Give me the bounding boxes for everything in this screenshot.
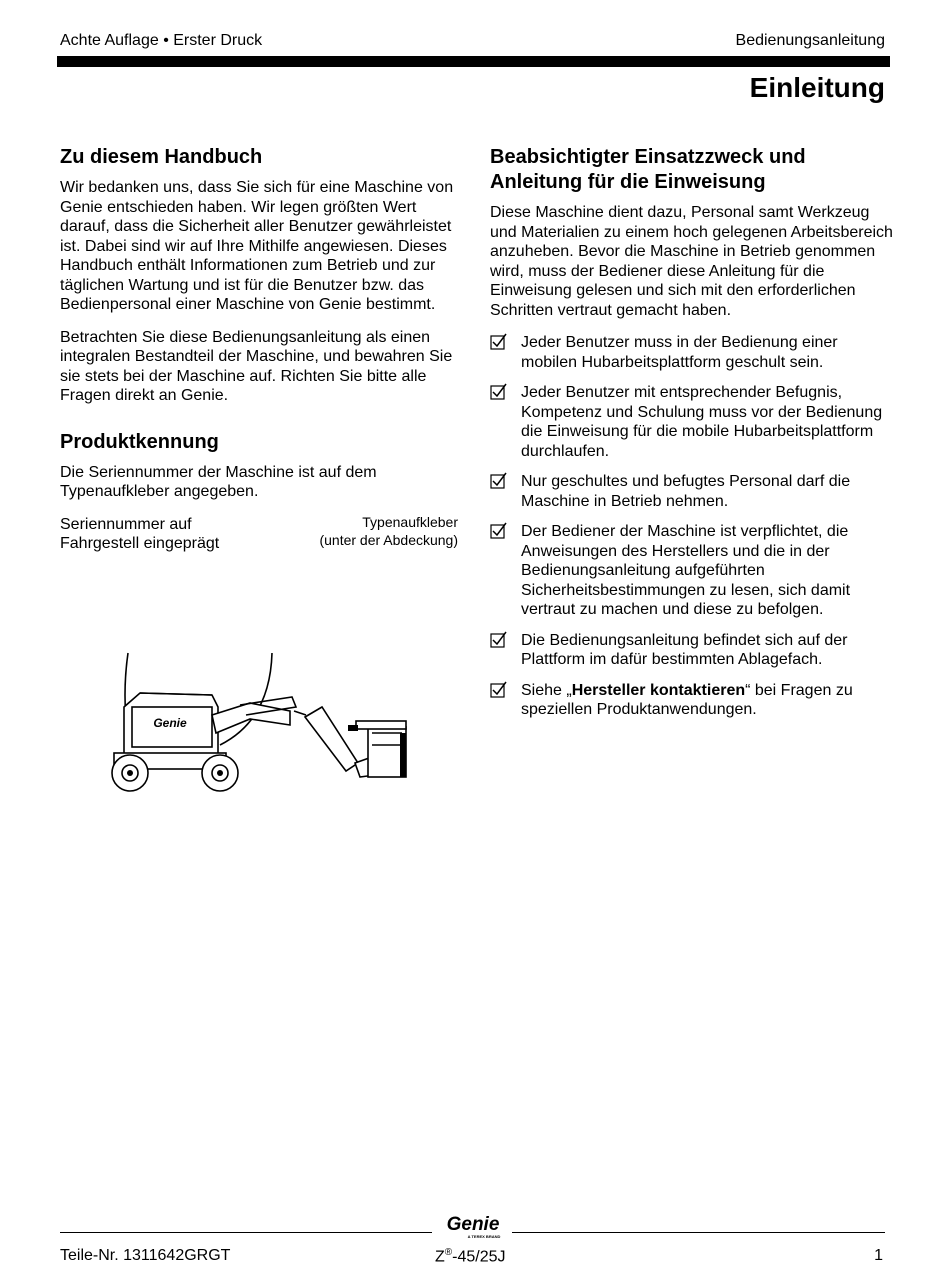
figure-labels [60, 515, 460, 573]
header-manual-type: Bedienungsanleitung [735, 32, 885, 49]
product-id-paragraph: Die Seriennummer der Maschine ist auf dem Typenaufkleber angegeben. [60, 463, 377, 500]
footer-model: Z®-45/25J [435, 1247, 506, 1266]
type-label-callout [319, 513, 458, 549]
right-column [490, 145, 895, 731]
checkbox-checked-icon [490, 333, 507, 350]
checklist-item-text: Der Bediener der Maschine ist verpflichtet, die Anweisungen des Herstellers und die in der Bedienungsanleitung aufgeführten Sicherheitsbestimmungen zu lesen, sich damit vertraut zu machen und diese zu befolgen. [521, 523, 851, 618]
about-heading: Zu diesem Handbuch [60, 146, 263, 168]
checklist-item [490, 472, 895, 511]
genie-logo-subtext: A TEREX BRAND [467, 1234, 501, 1239]
footer-rule-right [512, 1232, 885, 1233]
checkbox-checked-icon [490, 631, 507, 648]
checkbox-checked-icon [490, 681, 507, 698]
header-divider-bar [57, 56, 890, 67]
section-title: Einleitung [749, 72, 885, 103]
checklist-item [490, 333, 895, 372]
checklist-item-text: Nur geschultes und befugtes Personal darf die Maschine in Betrieb nehmen. [521, 473, 851, 510]
genie-logo-text: Genie [446, 1214, 500, 1235]
contact-manufacturer-reference: Hersteller kontaktieren [571, 681, 746, 699]
checkbox-checked-icon [490, 472, 507, 489]
left-column [60, 145, 460, 573]
type-label-callout-line [220, 653, 272, 745]
checklist-item-text: Jeder Benutzer mit entsprechender Befugnis, Kompetenz und Schulung muss vor der Bedienung die Einweisung für die mobile Hubarbeitsplattform durchlaufen. [521, 384, 883, 460]
checklist-item-text: Die Bedienungsanleitung befindet sich auf der Plattform im dafür bestimmten Ablagefach. [521, 631, 848, 668]
footer-part-number: Teile-Nr. 1311642GRGT [60, 1247, 231, 1264]
serial-number-callout: Seriennummer auf Fahrgestell eingeprägt [60, 515, 220, 552]
checklist-item-text: Jeder Benutzer muss in der Bedienung einer mobilen Hubarbeitsplattform geschult sein. [521, 334, 838, 371]
footer-page-number: 1 [874, 1247, 883, 1264]
about-paragraph-1: Wir bedanken uns, dass Sie sich für eine Maschine von Genie entschieden haben. Wir legen größten Wert darauf, dass die Sicherheit aller Benutzer gewährleistet ist. Dabei sind wir auf Ihre Mithilfe angewiesen. Dieses Handbuch enthält Informationen zum Betrieb und zur täglichen Wartung und ist für die Benutzer bzw. das Bedienpersonal einer Maschine von Genie bestimmt. [60, 179, 454, 313]
about-paragraph-2: Betrachten Sie diese Bedienungsanleitung als einen integralen Bestandteil der Maschine, und bewahren Sie sie stets bei der Maschine auf. Richten Sie bitte alle Fragen direkt an Genie. [60, 328, 453, 404]
instruction-checklist [490, 333, 895, 720]
intended-use-heading: Beabsichtigter Einsatzzweck und Anleitung für die Einweisung [490, 146, 806, 193]
intended-use-intro: Diese Maschine dient dazu, Personal samt Werkzeug und Materialien zu einem hoch gelegenen Arbeitsbereich anzuheben. Bevor die Maschine in Betrieb genommen wird, muss der Bediener diese Anleitung für die Einweisung gelesen und sich mit den erforderlichen Schritten vertraut gemacht haben. [490, 204, 893, 319]
product-id-heading: Produktkennung [60, 430, 219, 453]
checkbox-checked-icon [490, 522, 507, 539]
machine-genie-logo: Genie [153, 716, 187, 730]
checklist-item [490, 522, 895, 620]
genie-logo [438, 1212, 508, 1240]
checkbox-checked-icon [490, 383, 507, 400]
checklist-item [490, 681, 895, 720]
checklist-item-text: Siehe „Hersteller kontaktieren“ bei Fragen zu speziellen Produktanwendungen. [521, 681, 853, 718]
header-edition: Achte Auflage • Erster Druck [60, 32, 263, 49]
type-label-callout-line2: (unter der Abdeckung) [319, 531, 458, 548]
footer-rule-left [60, 1232, 432, 1233]
boom-lift-illustration [100, 645, 430, 805]
type-label-callout-line1: Typenaufkleber [362, 513, 458, 530]
checklist-item [490, 383, 895, 461]
checklist-item [490, 631, 895, 670]
